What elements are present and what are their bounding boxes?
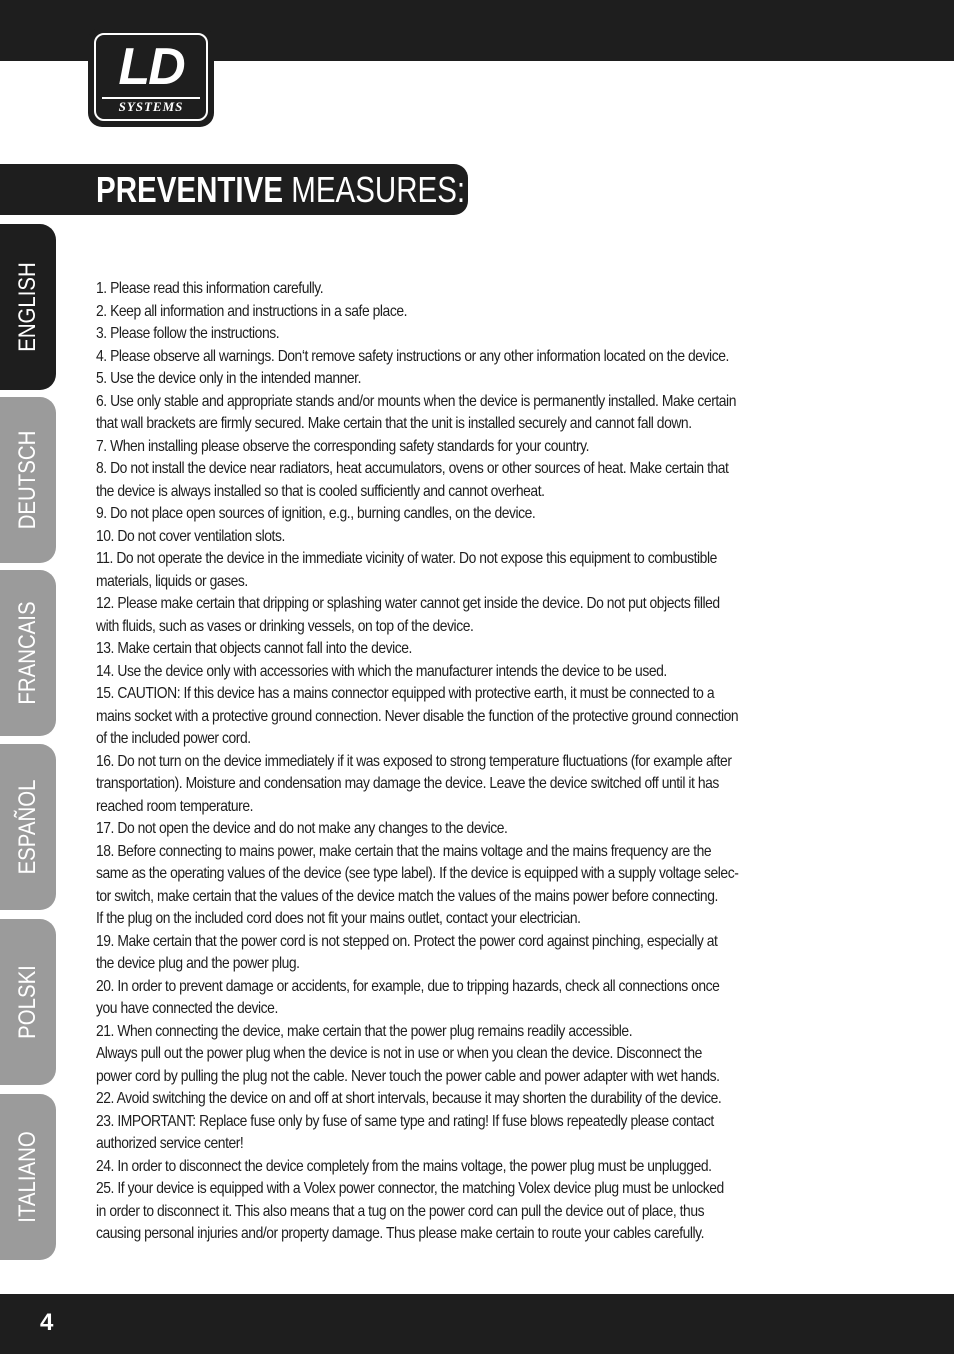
- safety-instructions: [96, 278, 859, 1246]
- text-line: 12. Please make certain that dripping or splashing water cannot get inside the device. Do not put objects filled: [96, 595, 720, 612]
- text-line: 6. Use only stable and appropriate stands and/or mounts when the device is permanently installed. Make certain: [96, 392, 736, 410]
- text-line: 4. Please observe all warnings. Don‘t remove safety instructions or any other information located on the device.: [96, 347, 729, 365]
- text-line: 11. Do not operate the device in the immediate vicinity of water. Do not expose this equipment to combustible: [96, 550, 717, 567]
- text-line: of the included power cord.: [96, 730, 251, 747]
- text-line: 10. Do not cover ventilation slots.: [96, 527, 285, 545]
- text-line: 24. In order to disconnect the device completely from the mains voltage, the power plug must be unplugged.: [96, 1157, 712, 1175]
- text-line: transportation). Moisture and condensation may damage the device. Leave the device switched off until it has: [96, 775, 719, 792]
- text-line: Always pull out the power plug when the device is not in use or when you clean the device. Disconnect the: [96, 1045, 702, 1062]
- text-line: 9. Do not place open sources of ignition, e.g., burning candles, on the device.: [96, 505, 536, 522]
- logo-main-text: LD: [118, 38, 184, 96]
- text-line: 1. Please read this information carefully.: [96, 280, 324, 297]
- text-line: 22. Avoid switching the device on and off at short intervals, because it may shorten the durability of the device.: [96, 1090, 722, 1107]
- text-line: 20. In order to prevent damage or accidents, for example, due to tripping hazards, check all connections once: [96, 977, 720, 995]
- text-line: 14. Use the device only with accessories with which the manufacturer intends the device to be used.: [96, 662, 667, 680]
- tab-label: FRANCAIS: [14, 601, 41, 705]
- tab-espanol[interactable]: [0, 744, 56, 910]
- tab-label: POLSKI: [14, 965, 41, 1039]
- text-line: 15. CAUTION: If this device has a mains connector equipped with protective earth, it must be connected to a: [96, 685, 715, 702]
- text-line: 23. IMPORTANT: Replace fuse only by fuse of same type and rating! If fuse blows repeatedly please contact: [96, 1112, 714, 1130]
- page-number: 4: [40, 1309, 54, 1336]
- tab-english[interactable]: [0, 224, 56, 390]
- text-line: with fluids, such as vases or drinking vessels, on top of the device.: [96, 617, 474, 635]
- logo-frame: [94, 33, 208, 121]
- text-line: same as the operating values of the device (see type label). If the device is equipped with a supply voltage selec-: [96, 865, 739, 882]
- tab-polski[interactable]: [0, 919, 56, 1085]
- text-line: you have connected the device.: [96, 1000, 278, 1017]
- text-line: causing personal injuries and/or property damage. Thus please make certain to route your cables carefully.: [96, 1225, 705, 1242]
- text-line: that wall brackets are firmly secured. Make certain that the unit is installed securely and cannot fall down.: [96, 415, 692, 432]
- text-line: in order to disconnect it. This also means that a tug on the power cord can pull the device out of place, thus: [96, 1202, 705, 1220]
- logo-sub-text: SYSTEMS: [102, 97, 200, 115]
- text-line: tor switch, make certain that the values of the device match the values of the mains power before connecting.: [96, 887, 718, 905]
- text-line: 25. If your device is equipped with a Volex power connector, the matching Volex device plug must be unlocked: [96, 1180, 724, 1197]
- title-bold-part: PREVENTIVE: [96, 169, 284, 210]
- text-line: mains socket with a protective ground connection. Never disable the function of the protective ground connection: [96, 707, 739, 725]
- text-line: 2. Keep all information and instructions in a safe place.: [96, 302, 407, 320]
- tab-label: ESPAÑOL: [14, 779, 41, 875]
- tab-label: ITALIANO: [14, 1131, 41, 1223]
- tab-label: ENGLISH: [14, 262, 41, 352]
- page-title: [96, 170, 465, 210]
- text-line: 3. Please follow the instructions.: [96, 325, 280, 342]
- tab-deutsch[interactable]: [0, 397, 56, 563]
- text-line: 16. Do not turn on the device immediately if it was exposed to strong temperature fluctuations (for example after: [96, 752, 732, 770]
- tab-francais[interactable]: [0, 570, 56, 736]
- text-line: the device is always installed so that is cooled sufficiently and cannot overheat.: [96, 482, 545, 500]
- text-line: 21. When connecting the device, make certain that the power plug remains readily accessible.: [96, 1022, 633, 1040]
- text-line: the device plug and the power plug.: [96, 955, 300, 972]
- text-line: 19. Make certain that the power cord is not stepped on. Protect the power cord against pinching, especially at: [96, 932, 718, 950]
- text-line: reached room temperature.: [96, 797, 254, 815]
- text-line: authorized service center!: [96, 1135, 244, 1152]
- tab-italiano[interactable]: [0, 1094, 56, 1260]
- title-regular-part: MEASURES:: [291, 169, 466, 210]
- text-line: 13. Make certain that objects cannot fall into the device.: [96, 640, 412, 657]
- text-line: 7. When installing please observe the corresponding safety standards for your country.: [96, 437, 590, 455]
- footer-bar: [0, 1294, 954, 1354]
- section-title-bar: [0, 164, 468, 215]
- tab-label: DEUTSCH: [14, 430, 41, 530]
- text-line: If the plug on the included cord does not fit your mains outlet, contact your electrician.: [96, 910, 581, 927]
- ld-systems-logo: [88, 27, 214, 127]
- text-line: power cord by pulling the plug not the cable. Never touch the power cable and power adapter with wet hands.: [96, 1067, 720, 1085]
- text-line: 8. Do not install the device near radiators, heat accumulators, ovens or other sources of heat. Make certain that: [96, 460, 729, 477]
- text-line: 5. Use the device only in the intended manner.: [96, 370, 361, 387]
- text-line: 18. Before connecting to mains power, make certain that the mains voltage and the mains frequency are the: [96, 842, 712, 860]
- text-line: materials, liquids or gases.: [96, 572, 248, 590]
- text-line: 17. Do not open the device and do not make any changes to the device.: [96, 820, 508, 837]
